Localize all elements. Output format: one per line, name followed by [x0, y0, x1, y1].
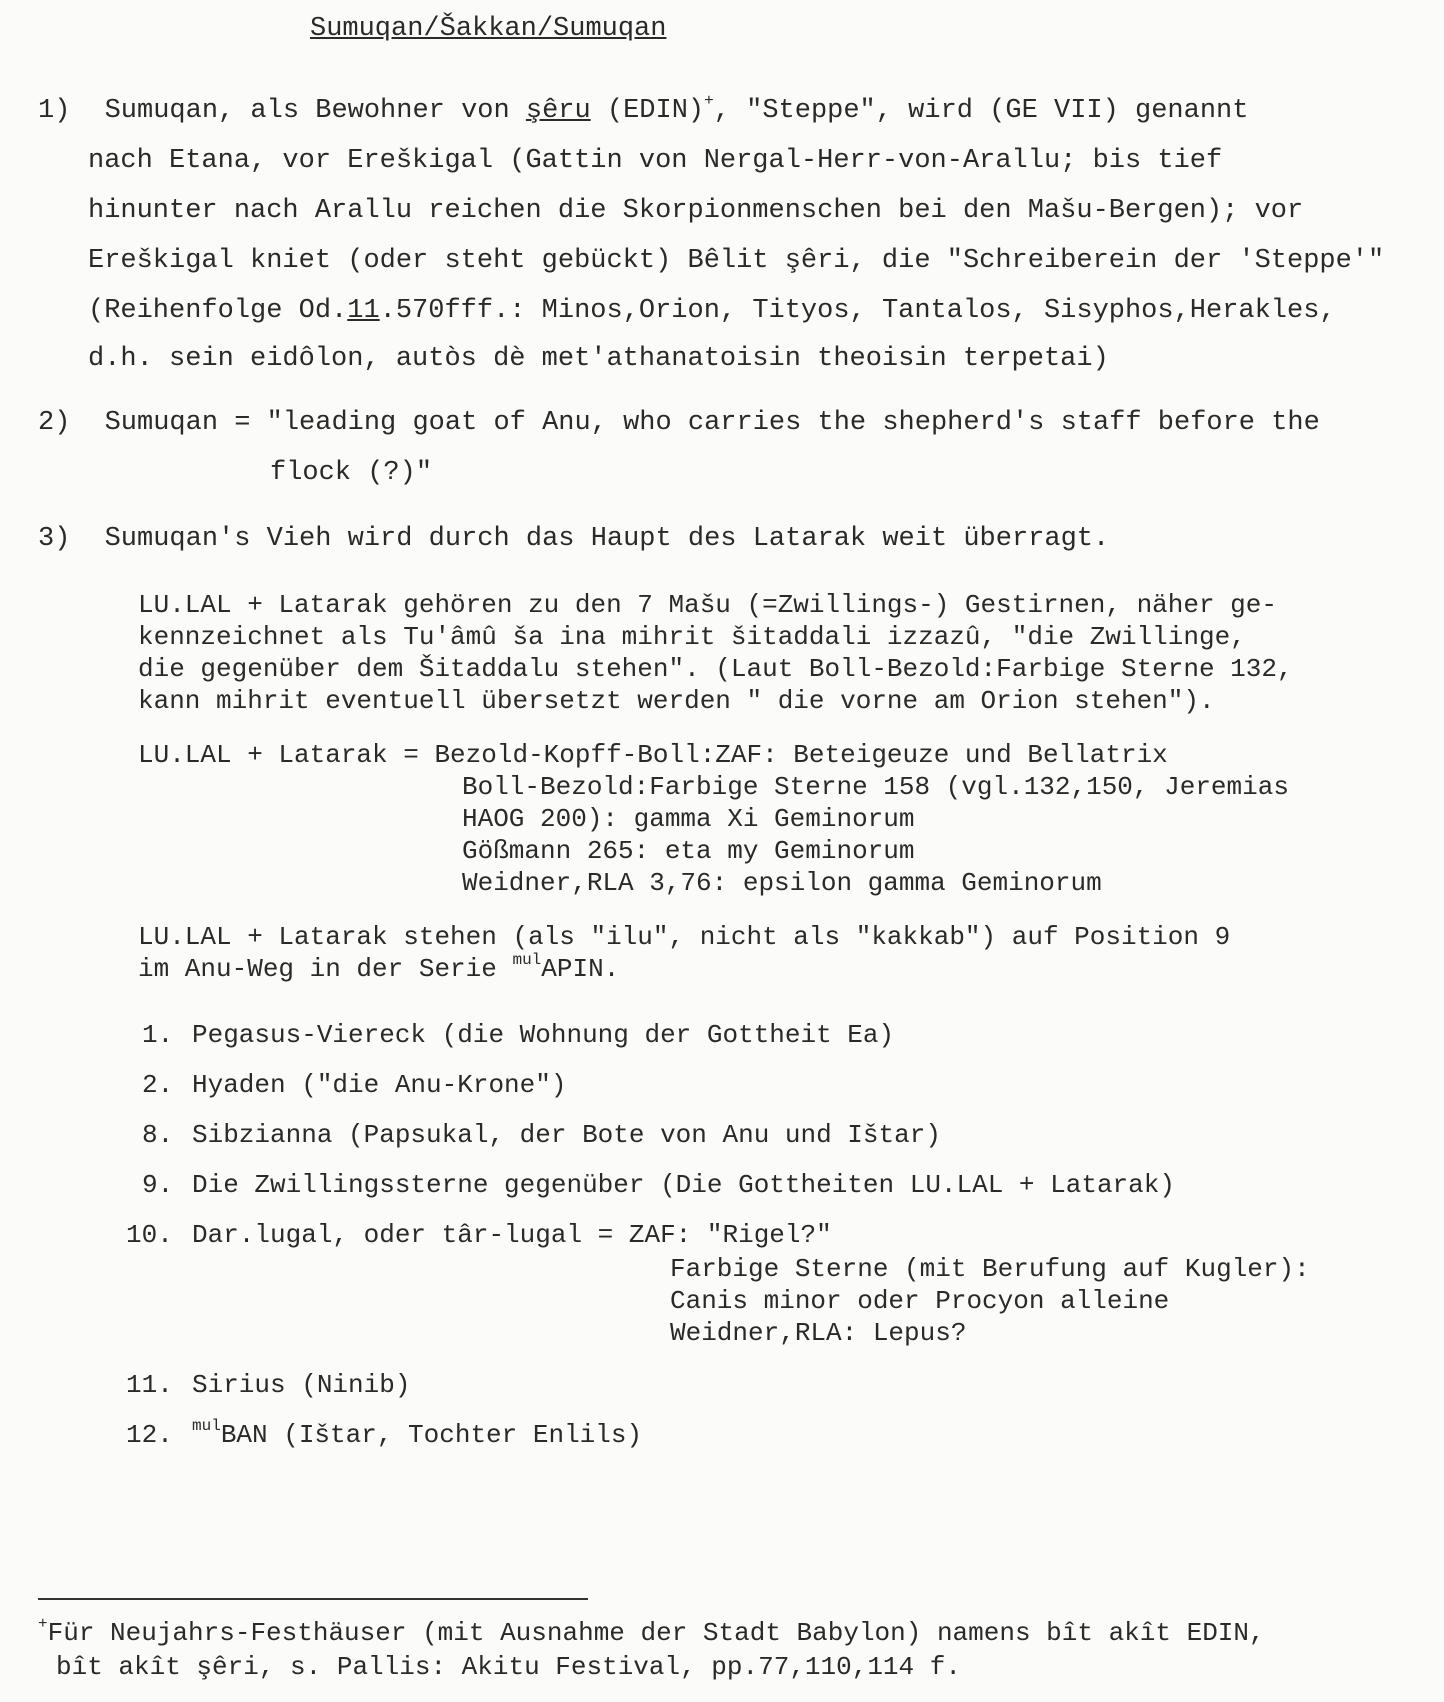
paragraph-1-line-2: kennzeichnet als Tu'âmû ša ina mihrit šitaddali izzazû, "die Zwillinge,: [138, 622, 1246, 652]
list-item-10-line-2: Farbige Sterne (mit Berufung auf Kugler):: [670, 1254, 1310, 1284]
identification-line-1: LU.LAL + Latarak = Bezold-Kopff-Boll:ZAF: Beteigeuze und Bellatrix: [138, 740, 1168, 770]
paragraph-1-line-3: die gegenüber dem Šitaddalu stehen". (Laut Boll-Bezold:Farbige Sterne 132,: [138, 654, 1293, 684]
section-1-line-1: 1) Sumuqan, als Bewohner von şêru (EDIN)+, "Steppe", wird (GE VII) genannt: [38, 92, 1249, 126]
position-line-1: LU.LAL + Latarak stehen (als "ilu", nicht als "kakkab") auf Position 9: [138, 922, 1231, 952]
footnote-mark: +: [38, 1615, 48, 1633]
list-item-10-line-4: Weidner,RLA: Lepus?: [670, 1318, 967, 1348]
footnote-marker: +: [704, 92, 714, 110]
section-3-number: 3): [38, 524, 71, 554]
page-title: Sumuqan/Šakkan/Sumuqan: [310, 14, 667, 44]
identification-line-3: HAOG 200): gamma Xi Geminorum: [462, 804, 915, 834]
footnote-divider: [38, 1598, 588, 1600]
paragraph-1-line-1: LU.LAL + Latarak gehören zu den 7 Mašu (=Zwillings-) Gestirnen, näher ge-: [138, 590, 1277, 620]
identification-line-5: Weidner,RLA 3,76: epsilon gamma Geminorum: [462, 868, 1102, 898]
section-2-number: 2): [38, 408, 71, 438]
section-2-line-2: flock (?)": [270, 458, 433, 488]
paragraph-1-line-4: kann mihrit eventuell übersetzt werden " die vorne am Orion stehen").: [138, 686, 1215, 716]
list-item: 10. Dar.lugal, oder târ-lugal = ZAF: "Rigel?": [126, 1220, 832, 1250]
list-item-10-line-3: Canis minor oder Procyon alleine: [670, 1286, 1170, 1316]
section-1-line-2: nach Etana, vor Ereškigal (Gattin von Nergal-Herr-von-Arallu; bis tief: [88, 146, 1223, 176]
list-item: 8. Sibzianna (Papsukal, der Bote von Anu und Ištar): [142, 1120, 941, 1150]
section-1-line-5: (Reihenfolge Od.11.570fff.: Minos,Orion, Tityos, Tantalos, Sisyphos,Herakles,: [88, 296, 1336, 326]
section-2-line-1: 2) Sumuqan = "leading goat of Anu, who carries the shepherd's staff before the: [38, 408, 1320, 438]
section-1-line-3: hinunter nach Arallu reichen die Skorpionmenschen bei den Mašu-Bergen); vor: [88, 196, 1304, 226]
footnote-line-1: +Für Neujahrs-Festhäuser (mit Ausnahme der Stadt Babylon) namens bît akît EDIN,: [38, 1615, 1265, 1648]
section-1-line-6: d.h. sein eidôlon, autòs dè met'athanatoisin theoisin terpetai): [88, 344, 1109, 374]
section-1-number: 1): [38, 96, 71, 126]
footnote-line-2: bît akît şêri, s. Pallis: Akitu Festival, pp.77,110,114 f.: [56, 1652, 961, 1682]
section-3-line-1: 3) Sumuqan's Vieh wird durch das Haupt des Latarak weit überragt.: [38, 524, 1110, 554]
identification-line-2: Boll-Bezold:Farbige Sterne 158 (vgl.132,150, Jeremias: [462, 772, 1289, 802]
list-item: 9. Die Zwillingssterne gegenüber (Die Gottheiten LU.LAL + Latarak): [142, 1170, 1175, 1200]
list-item: 11. Sirius (Ninib): [126, 1370, 411, 1400]
list-item: 2. Hyaden ("die Anu-Krone"): [142, 1070, 567, 1100]
identification-line-4: Gößmann 265: eta my Geminorum: [462, 836, 915, 866]
list-item: 12. $^{mul}$BAN (Ištar, Tochter Enlils): [126, 1417, 643, 1450]
list-item: 1. Pegasus-Viereck (die Wohnung der Gottheit Ea): [142, 1020, 895, 1050]
section-1-line-4: Ereškigal kniet (oder steht gebückt) Bêlit şêri, die "Schreiberein der 'Steppe'": [88, 246, 1385, 276]
position-line-2: im Anu-Weg in der Serie $^{mul}$APIN.: [138, 951, 620, 984]
